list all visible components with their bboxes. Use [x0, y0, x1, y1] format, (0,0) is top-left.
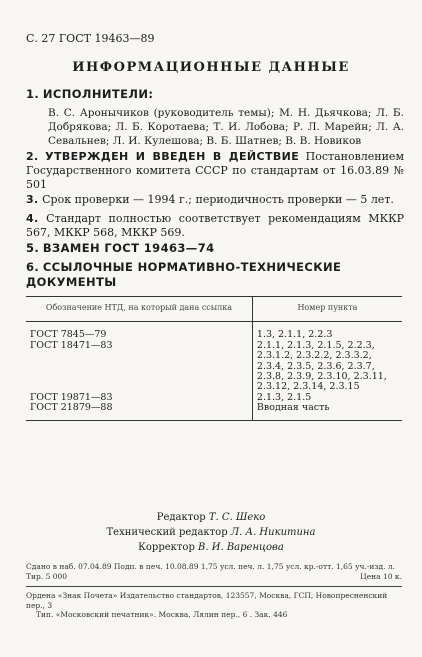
print-run: Тир. 5 000: [26, 571, 68, 581]
table-cell-points: Вводная часть: [252, 403, 402, 420]
imprint-line2: [26, 572, 402, 582]
section-3-number: 3.: [26, 193, 39, 206]
table-cell-points: 2.1.3, 2.1.5: [256, 391, 312, 403]
tech-editor-line: [0, 525, 422, 540]
editors-block: [0, 510, 422, 555]
page-title: ИНФОРМАЦИОННЫЕ ДАННЫЕ: [72, 60, 350, 75]
section-2-body: Постановлением Государственного комитета СССР по стандартам от 16.03.89 № 501: [26, 150, 405, 191]
section-4: [26, 212, 404, 240]
tech-editor-label: Технический редактор: [106, 527, 228, 538]
table-cell-doc: ГОСТ 7845—79: [26, 322, 252, 341]
imprint-top: [26, 562, 402, 581]
section-6-heading: ССЫЛОЧНЫЕ НОРМАТИВНО-ТЕХНИЧЕСКИЕ ДОКУМЕНТЫ: [26, 260, 342, 289]
table-cell-doc: ГОСТ 19871—83: [26, 393, 252, 403]
table-cell-points: 2.1.1, 2.1.3, 2.1.5, 2.2.3, 2.3.1.2, 2.3.2.2, 2.3.3.2, 2.3.4, 2.3.5, 2.3.6, 2.3.7, 2.3.8, 2.3.9, 2.3.10, 2.3.11, 2.3.12, 2.3.14, 2.3.15: [256, 339, 387, 393]
section-6-number: 6.: [26, 260, 40, 274]
price: Цена 10 к.: [360, 571, 402, 581]
references-table: [26, 296, 402, 421]
table-header-row: [26, 297, 402, 322]
imprint-line4: Тип. «Московский печатник». Москва, Лялин пер., 6 . Зак. 446: [36, 610, 288, 619]
table-row: [26, 341, 402, 393]
editor-label: Редактор: [156, 512, 206, 523]
corrector-name: В. И. Варенцова: [198, 542, 284, 553]
section-5-heading: ВЗАМЕН ГОСТ 19463—74: [42, 241, 215, 255]
section-6: [26, 260, 404, 290]
col-header-document: Обозначение НТД, на который дана ссылка: [26, 297, 252, 322]
section-2-number: 2.: [26, 150, 39, 163]
section-3: [26, 193, 404, 207]
section-1: [26, 87, 404, 148]
corrector-line: [0, 540, 422, 555]
table-row: [26, 403, 402, 420]
imprint-divider: [26, 586, 402, 587]
table-cell-points: 1.3, 2.1.1, 2.2.3: [256, 329, 333, 341]
table-cell-doc: ГОСТ 21879—88: [26, 403, 252, 420]
section-5-number: 5.: [26, 241, 40, 255]
imprint-line3: Ордена «Знак Почета» Издательство стандартов, 123557, Москва, ГСП, Новопресненский пер., 3: [26, 591, 388, 610]
table-cell-doc: ГОСТ 18471—83: [26, 341, 252, 393]
editor-line: [0, 510, 422, 525]
section-2: [26, 150, 404, 192]
section-1-heading: ИСПОЛНИТЕЛИ:: [42, 87, 154, 101]
section-2-heading: УТВЕРЖДЕН И ВВЕДЕН В ДЕЙСТВИЕ: [45, 150, 300, 163]
page-header: С. 27 ГОСТ 19463—89: [26, 32, 155, 45]
section-3-text: Срок проверки — 1994 г.; периодичность проверки — 5 лет.: [42, 193, 394, 206]
section-5: [26, 241, 404, 256]
corrector-label: Корректор: [138, 542, 195, 553]
section-4-number: 4.: [26, 212, 39, 225]
tech-editor-name: Л. А. Никитина: [230, 527, 316, 538]
imprint-line1: Сдано в наб. 07.04.89 Подп. в печ. 10.08.89 1,75 усл. печ. л. 1,75 усл. кр.-отт. 1,65 уч.-изд. л.: [26, 562, 396, 571]
section-1-body: В. С. Аронычиков (руководитель темы); М. Н. Дьячкова; Л. Б. Добрякова; Л. Б. Коротаева; Т. И. Лобова; Р. Л. Марейн; Л. А. Севальнев; Л. И. Кулешова; В. Б. Шатнев; В. В. Новиков: [48, 107, 404, 147]
table-row: [26, 322, 402, 341]
col-header-points: Номер пункта: [252, 297, 402, 322]
imprint-bottom: [26, 591, 402, 620]
section-1-number: 1.: [26, 87, 40, 101]
editor-name: Т. С. Шеко: [208, 512, 266, 523]
section-4-text: Стандарт полностью соответствует рекомендациям МККР 567, МККР 568, МККР 569.: [26, 212, 404, 239]
